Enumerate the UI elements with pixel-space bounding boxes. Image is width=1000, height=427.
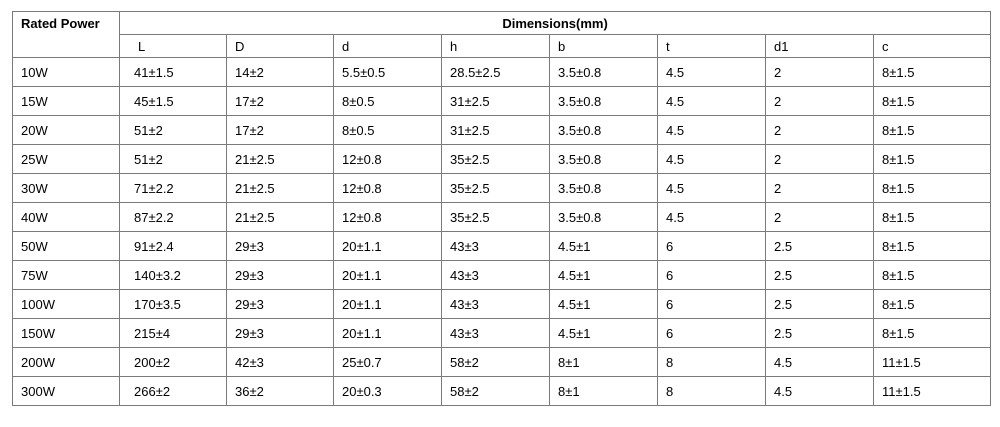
table-row	[13, 290, 991, 319]
rated-power-cell: 25W	[13, 145, 120, 174]
dimension-cell-L: 170±3.5	[120, 290, 227, 319]
table-row	[13, 87, 991, 116]
rated-power-cell: 10W	[13, 58, 120, 87]
dimension-cell-d: 20±1.1	[334, 290, 442, 319]
dimension-cell-b: 8±1	[550, 348, 658, 377]
dimension-cell-d1: 2.5	[766, 290, 874, 319]
dimension-cell-c: 8±1.5	[874, 290, 991, 319]
dimension-cell-c: 8±1.5	[874, 319, 991, 348]
dimension-cell-b: 3.5±0.8	[550, 58, 658, 87]
dimension-cell-d1: 4.5	[766, 377, 874, 406]
dimension-cell-L: 91±2.4	[120, 232, 227, 261]
dimension-cell-c: 8±1.5	[874, 203, 991, 232]
column-header-L: L	[120, 35, 227, 58]
table-row	[13, 377, 991, 406]
rated-power-cell: 15W	[13, 87, 120, 116]
dimension-cell-t: 6	[658, 261, 766, 290]
dimension-cell-t: 8	[658, 377, 766, 406]
dimension-cell-b: 3.5±0.8	[550, 203, 658, 232]
rated-power-cell: 100W	[13, 290, 120, 319]
dimensions-table	[12, 11, 991, 406]
dimension-cell-c: 8±1.5	[874, 87, 991, 116]
dimension-cell-d: 20±1.1	[334, 261, 442, 290]
dimension-cell-L: 45±1.5	[120, 87, 227, 116]
dimension-cell-t: 6	[658, 232, 766, 261]
table-row	[13, 145, 991, 174]
table-row	[13, 58, 991, 87]
dimension-cell-d: 20±1.1	[334, 232, 442, 261]
dimension-cell-h: 31±2.5	[442, 116, 550, 145]
dimension-cell-b: 4.5±1	[550, 261, 658, 290]
dimension-cell-d: 8±0.5	[334, 87, 442, 116]
dimension-cell-D: 29±3	[227, 319, 334, 348]
dimension-cell-d: 12±0.8	[334, 203, 442, 232]
dimension-cell-D: 36±2	[227, 377, 334, 406]
rated-power-cell: 20W	[13, 116, 120, 145]
dimension-cell-t: 4.5	[658, 203, 766, 232]
rated-power-cell: 75W	[13, 261, 120, 290]
column-header-h: h	[442, 35, 550, 58]
dimension-cell-h: 43±3	[442, 232, 550, 261]
dimension-cell-h: 58±2	[442, 377, 550, 406]
dimension-cell-L: 41±1.5	[120, 58, 227, 87]
dimension-cell-D: 21±2.5	[227, 174, 334, 203]
table-row	[13, 203, 991, 232]
dimension-cell-t: 6	[658, 290, 766, 319]
column-header-d1: d1	[766, 35, 874, 58]
dimension-cell-h: 35±2.5	[442, 174, 550, 203]
dimension-cell-b: 3.5±0.8	[550, 174, 658, 203]
dimension-cell-L: 51±2	[120, 145, 227, 174]
dimension-cell-d1: 2	[766, 174, 874, 203]
dimension-cell-c: 8±1.5	[874, 145, 991, 174]
dimension-cell-h: 35±2.5	[442, 145, 550, 174]
dimension-cell-b: 8±1	[550, 377, 658, 406]
dimension-cell-t: 8	[658, 348, 766, 377]
dimension-cell-h: 43±3	[442, 319, 550, 348]
table-body	[13, 58, 991, 406]
dimension-cell-d: 12±0.8	[334, 174, 442, 203]
table-row	[13, 232, 991, 261]
dimension-cell-d1: 2	[766, 203, 874, 232]
dimension-cell-D: 21±2.5	[227, 203, 334, 232]
dimension-cell-d1: 2.5	[766, 232, 874, 261]
column-header-c: c	[874, 35, 991, 58]
column-header-row	[13, 35, 991, 58]
dimension-cell-d1: 2.5	[766, 319, 874, 348]
dimension-cell-c: 8±1.5	[874, 232, 991, 261]
rated-power-cell: 200W	[13, 348, 120, 377]
dimension-cell-D: 14±2	[227, 58, 334, 87]
table-row	[13, 261, 991, 290]
dimension-cell-L: 215±4	[120, 319, 227, 348]
dimension-cell-d: 8±0.5	[334, 116, 442, 145]
column-header-t: t	[658, 35, 766, 58]
dimension-cell-c: 8±1.5	[874, 261, 991, 290]
dimension-cell-d: 20±0.3	[334, 377, 442, 406]
dimension-cell-h: 43±3	[442, 261, 550, 290]
dimension-cell-t: 4.5	[658, 58, 766, 87]
dimension-cell-h: 43±3	[442, 290, 550, 319]
dimension-cell-h: 31±2.5	[442, 87, 550, 116]
header-row	[13, 12, 991, 35]
dimension-cell-c: 8±1.5	[874, 174, 991, 203]
dimension-cell-c: 11±1.5	[874, 348, 991, 377]
dimension-cell-b: 3.5±0.8	[550, 116, 658, 145]
dimension-cell-b: 4.5±1	[550, 319, 658, 348]
dimension-cell-L: 71±2.2	[120, 174, 227, 203]
dimension-cell-c: 8±1.5	[874, 116, 991, 145]
dimension-cell-D: 17±2	[227, 116, 334, 145]
dimension-cell-d: 12±0.8	[334, 145, 442, 174]
column-header-b: b	[550, 35, 658, 58]
dimension-cell-d: 25±0.7	[334, 348, 442, 377]
column-header-D: D	[227, 35, 334, 58]
dimension-cell-h: 35±2.5	[442, 203, 550, 232]
rated-power-cell: 30W	[13, 174, 120, 203]
dimension-cell-b: 4.5±1	[550, 232, 658, 261]
dimension-cell-d1: 2	[766, 58, 874, 87]
dimension-cell-t: 4.5	[658, 174, 766, 203]
table-row	[13, 116, 991, 145]
dimension-cell-t: 4.5	[658, 116, 766, 145]
dimension-cell-c: 11±1.5	[874, 377, 991, 406]
dimension-cell-h: 28.5±2.5	[442, 58, 550, 87]
dimension-cell-d1: 2.5	[766, 261, 874, 290]
dimension-cell-t: 4.5	[658, 145, 766, 174]
rated-power-header-label: Rated Power	[21, 16, 100, 31]
dimension-cell-c: 8±1.5	[874, 58, 991, 87]
dimension-cell-d1: 2	[766, 87, 874, 116]
dimension-cell-D: 29±3	[227, 290, 334, 319]
dimension-cell-b: 3.5±0.8	[550, 145, 658, 174]
dimension-cell-L: 140±3.2	[120, 261, 227, 290]
table-row	[13, 174, 991, 203]
column-header-d: d	[334, 35, 442, 58]
rated-power-cell: 40W	[13, 203, 120, 232]
dimension-cell-d1: 2	[766, 116, 874, 145]
dimension-cell-D: 42±3	[227, 348, 334, 377]
dimension-cell-L: 266±2	[120, 377, 227, 406]
dimension-cell-L: 51±2	[120, 116, 227, 145]
dimension-cell-D: 17±2	[227, 87, 334, 116]
dimension-cell-d: 20±1.1	[334, 319, 442, 348]
dimension-cell-h: 58±2	[442, 348, 550, 377]
dimension-cell-L: 200±2	[120, 348, 227, 377]
rated-power-header	[13, 12, 120, 58]
dimension-cell-d: 5.5±0.5	[334, 58, 442, 87]
rated-power-cell: 150W	[13, 319, 120, 348]
dimension-cell-t: 6	[658, 319, 766, 348]
dimension-cell-D: 21±2.5	[227, 145, 334, 174]
dimension-cell-D: 29±3	[227, 261, 334, 290]
dimensions-group-header-label: Dimensions(mm)	[502, 15, 608, 31]
table-row	[13, 319, 991, 348]
dimension-cell-D: 29±3	[227, 232, 334, 261]
rated-power-cell: 300W	[13, 377, 120, 406]
dimension-cell-b: 3.5±0.8	[550, 87, 658, 116]
dimension-cell-L: 87±2.2	[120, 203, 227, 232]
dimension-cell-b: 4.5±1	[550, 290, 658, 319]
table-row	[13, 348, 991, 377]
dimension-cell-d1: 4.5	[766, 348, 874, 377]
dimension-cell-t: 4.5	[658, 87, 766, 116]
dimension-cell-d1: 2	[766, 145, 874, 174]
dimensions-group-header	[120, 12, 991, 35]
rated-power-cell: 50W	[13, 232, 120, 261]
